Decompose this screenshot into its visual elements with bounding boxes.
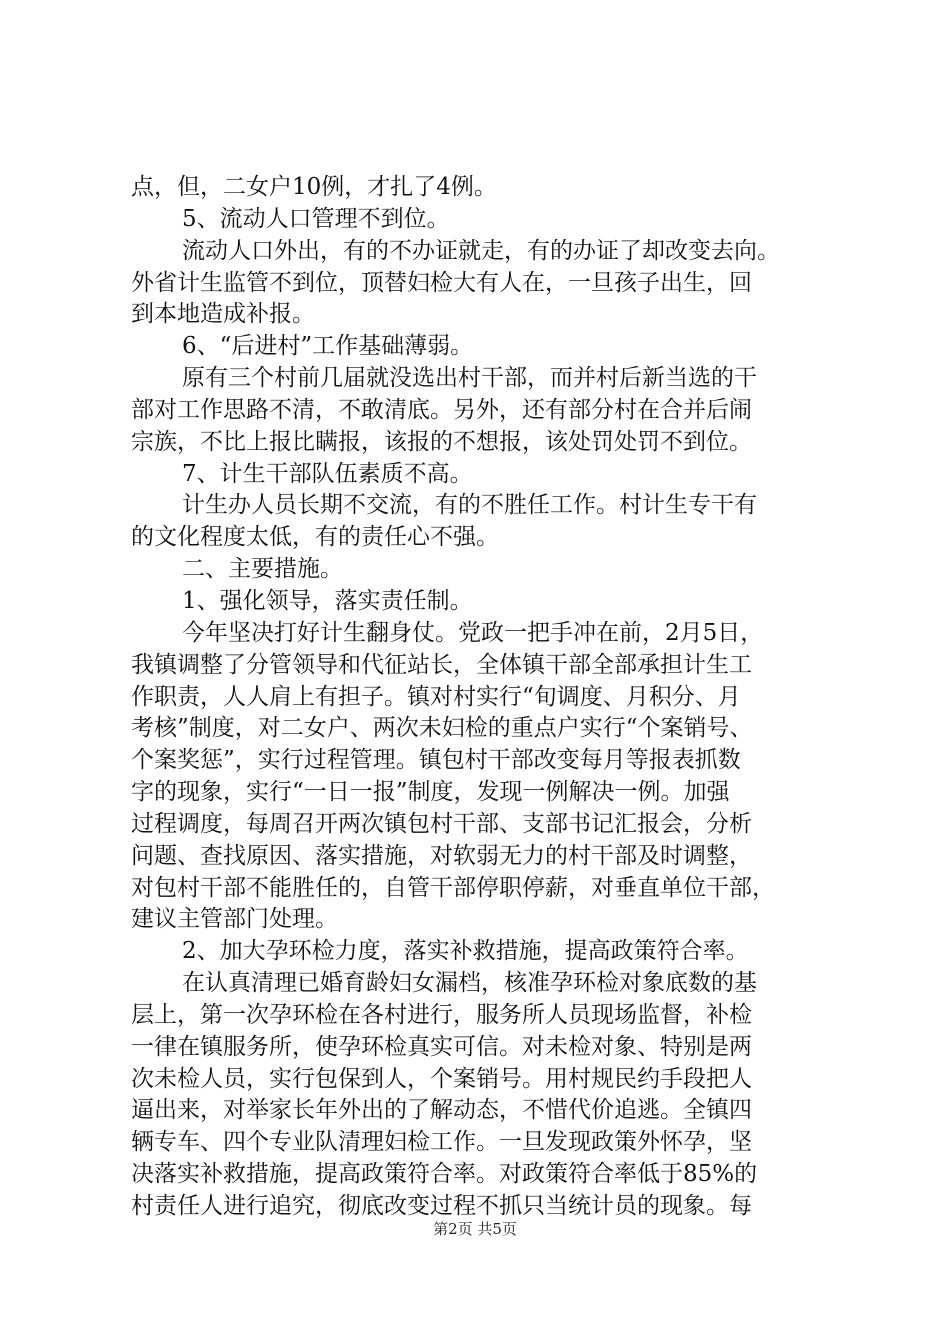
text-line: 外省计生监管不到位，顶替妇检大有人在，一旦孩子出生，回 (131, 269, 752, 296)
text-line: 一律在镇服务所，使孕环检真实可信。对未检对象、特别是两 (131, 1033, 752, 1060)
text-line: 计生办人员长期不交流，有的不胜任工作。村计生专干有 (182, 492, 757, 519)
text-line: 点，但，二女户10例，才扎了4例。 (131, 174, 497, 200)
text-line: 层上，第一次孕环检在各村进行，服务所人员现场监督，补检 (131, 1001, 752, 1028)
document-body (131, 172, 851, 1223)
text-line: 我镇调整了分管领导和代征站长，全体镇干部全部承担计生工 (131, 651, 752, 678)
text-line: 考核”制度，对二女户、两次未妇检的重点户实行“个案销号、 (131, 715, 753, 742)
text-line: 逼出来，对举家长年外出的了解动态，不惜代价追逃。全镇四 (131, 1097, 752, 1124)
text-line: 流动人口外出，有的不办证就走，有的办证了却改变去向。 (182, 237, 780, 264)
text-line: 个案奖惩”，实行过程管理。镇包村干部改变每月等报表抓数 (131, 747, 741, 774)
section-heading: 6、“后进村”工作基础薄弱。 (182, 333, 474, 360)
text-line: 决落实补救措施，提高政策符合率。对政策符合率低于85%的 (131, 1161, 758, 1188)
text-line: 宗族，不比上报比瞒报，该报的不想报，该处罚处罚不到位。 (131, 428, 752, 455)
text-line: 原有三个村前几届就没选出村干部，而并村后新当选的干 (182, 365, 757, 392)
page-number-footer: 第2页 共5页 (433, 1220, 517, 1238)
text-line: 部对工作思路不清，不敢清底。另外，还有部分村在合并后闹 (131, 396, 752, 423)
text-line: 村责任人进行追究，彻底改变过程不抓只当统计员的现象。每 (131, 1193, 752, 1219)
text-line: 问题、查找原因、落实措施，对软弱无力的村干部及时调整， (131, 842, 752, 869)
text-line: 在认真清理已婚育龄妇女漏档，核准孕环检对象底数的基 (182, 970, 757, 997)
text-line: 次未检人员，实行包保到人，个案销号。用村规民约手段把人 (131, 1065, 752, 1092)
text-line: 作职责，人人肩上有担子。镇对村实行“旬调度、月积分、月 (131, 683, 741, 710)
text-line: 今年坚决打好计生翻身仗。党政一把手冲在前，2月5日， (182, 619, 764, 646)
text-line: 过程调度，每周召开两次镇包村干部、支部书记汇报会，分析 (131, 810, 752, 837)
text-line: 字的现象，实行“一日一报”制度，发现一例解决一例。加强 (131, 779, 730, 806)
section-heading: 5、流动人口管理不到位。 (182, 205, 450, 232)
section-heading: 2、加大孕环检力度，落实补救措施，提高政策符合率。 (182, 938, 749, 965)
section-heading: 二、主要措施。 (182, 556, 343, 583)
text-line: 建议主管部门处理。 (131, 906, 338, 933)
text-line: 辆专车、四个专业队清理妇检工作。一旦发现政策外怀孕，坚 (131, 1129, 752, 1156)
section-heading: 1、强化领导，落实责任制。 (182, 587, 473, 614)
text-line: 的文化程度太低，有的责任心不强。 (131, 524, 499, 551)
text-line: 对包村干部不能胜任的，自管干部停职停薪，对垂直单位干部， (131, 874, 775, 901)
section-heading: 7、计生干部队伍素质不高。 (182, 460, 473, 487)
text-line: 到本地造成补报。 (131, 301, 315, 328)
